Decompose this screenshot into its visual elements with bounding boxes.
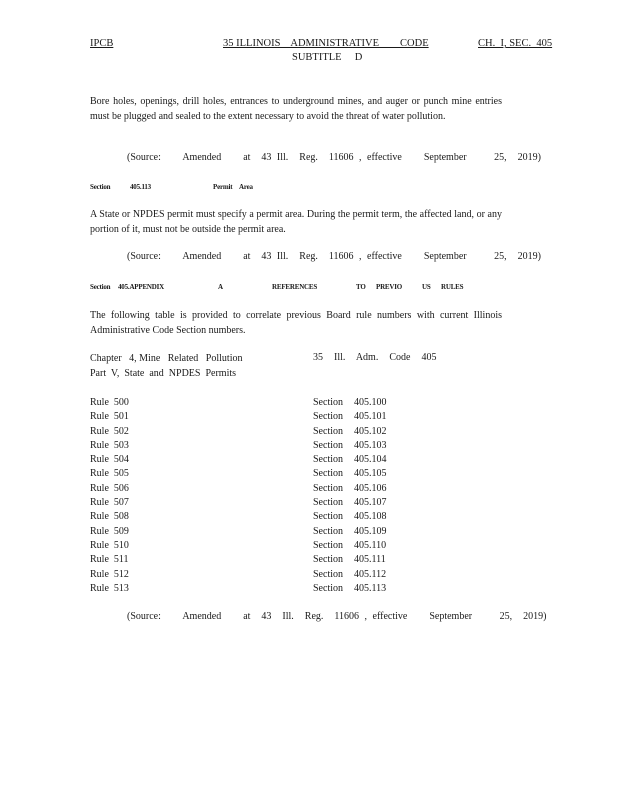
table-row: [90, 426, 420, 440]
old-rule-number: Rule 500: [90, 397, 129, 408]
section-title-word: Area: [239, 183, 253, 191]
table-row: [90, 554, 420, 568]
paragraph-permit-area: A State or NPDES permit must specify a permit area. During the permit term, the affected land, or any portion of it, must not be outside the permit area.: [90, 209, 502, 235]
table-row: [90, 540, 420, 554]
section-label: Section: [90, 283, 111, 291]
new-section-number: Section 405.109: [313, 525, 387, 537]
appendix-letter: A: [218, 283, 223, 291]
table-row: [90, 397, 420, 411]
old-rule-number: Rule 510: [90, 539, 129, 551]
old-rule-number: Rule 513: [90, 582, 129, 594]
source-note: (Source: Amended at 43 Ill. Reg. 11606 , effective September 25, 2019): [127, 152, 541, 163]
new-section-number: Section 405.101: [313, 411, 387, 423]
new-section-number: Section 405.111: [313, 554, 386, 566]
new-section-number: Section 405.105: [313, 468, 387, 480]
new-section-number: Section 405.108: [313, 511, 387, 523]
header-code-title: 35 ILLINOIS ADMINISTRATIVE CODE: [223, 38, 429, 49]
new-section-number: Section 405.102: [313, 425, 387, 437]
old-rule-number: Rule 501: [90, 411, 129, 423]
new-section-number: Section 405.113: [313, 582, 387, 594]
old-rule-number: Rule 512: [90, 568, 129, 580]
old-rule-number: Rule 511: [90, 554, 129, 566]
rule-correlation-table: [90, 397, 420, 597]
old-rule-number: Rule 506: [90, 482, 129, 494]
section-title-word: Permit: [213, 183, 233, 191]
section-number: 405.APPENDIX: [118, 283, 165, 291]
appendix-title-word: REFERENCES: [272, 283, 318, 291]
header-subtitle: SUBTITLE D: [292, 52, 363, 63]
old-rule-number: Rule 505: [90, 468, 129, 480]
old-rule-number: Rule 502: [90, 425, 129, 437]
old-rule-number: Rule 508: [90, 511, 129, 523]
old-rule-number: Rule 507: [90, 497, 129, 509]
appendix-title-word: TO: [356, 283, 366, 291]
section-number: 405.113: [130, 183, 151, 191]
table-row: [90, 569, 420, 583]
new-section-number: Section 405.104: [313, 454, 387, 466]
old-rule-number: Rule 509: [90, 525, 129, 537]
new-section-number: Section 405.103: [313, 439, 387, 451]
table-row: [90, 497, 420, 511]
source-note: (Source: Amended at 43 Ill. Reg. 11606 , effective September 25, 2019): [127, 611, 547, 622]
new-section-number: Section 405.107: [313, 497, 387, 509]
table-row: [90, 411, 420, 425]
section-label: Section: [90, 183, 111, 191]
new-section-number: Section 405.100: [313, 397, 387, 408]
table-row: [90, 454, 420, 468]
old-rule-number: Rule 504: [90, 454, 129, 466]
table-row: [90, 483, 420, 497]
table-row: [90, 440, 420, 454]
header-agency: IPCB: [90, 38, 114, 49]
table-row: [90, 511, 420, 525]
new-section-number: Section 405.112: [313, 568, 387, 580]
table-row: [90, 468, 420, 482]
paragraph-plugging: Bore holes, openings, drill holes, entrances to underground mines, and auger or punch mine entries must be plugged and sealed to the extent necessary to avoid the threat of water pollution.: [90, 96, 502, 122]
table-row: [90, 583, 420, 597]
appendix-title-word: PREVIO: [376, 283, 403, 291]
appendix-title-word: RULES: [441, 283, 464, 291]
new-section-number: Section 405.110: [313, 539, 387, 551]
old-rule-number: Rule 503: [90, 439, 129, 451]
appendix-title-word: US: [422, 283, 431, 291]
new-section-number: Section 405.106: [313, 482, 387, 494]
table-header-old-chapter: Chapter 4, Mine Related Pollution Part V, State and NPDES Permits: [90, 353, 243, 379]
paragraph-table-intro: The following table is provided to correlate previous Board rule numbers with current Illinois Administrative Code Section numbers.: [90, 310, 502, 336]
table-header-new-code: 35 Ill. Adm. Code 405: [313, 352, 437, 363]
table-row: [90, 526, 420, 540]
source-note: (Source: Amended at 43 Ill. Reg. 11606 , effective September 25, 2019): [127, 251, 541, 262]
header-chapter-section: CH. I, SEC. 405: [478, 38, 553, 49]
